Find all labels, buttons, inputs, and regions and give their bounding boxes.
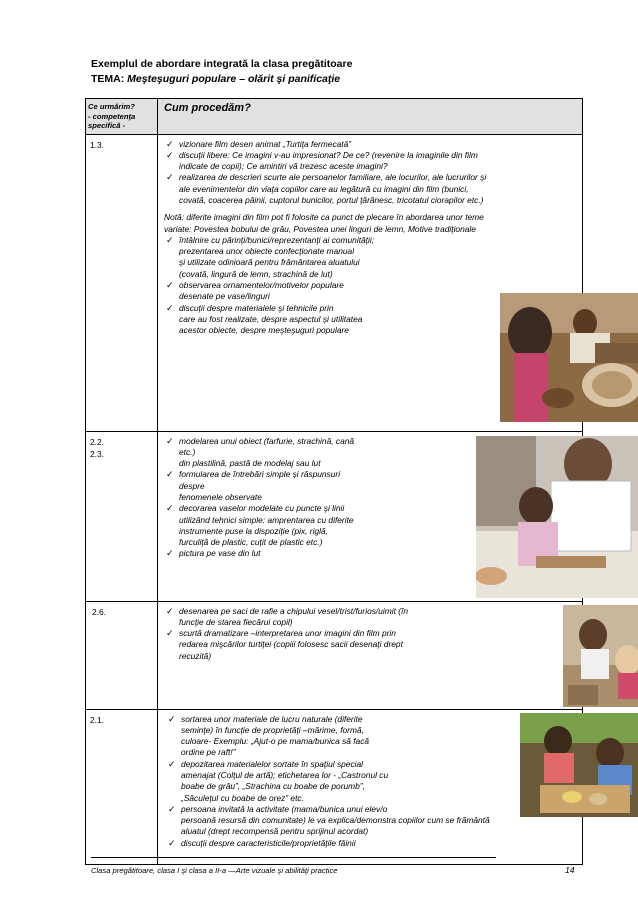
check-icon: ✓ <box>168 837 176 848</box>
competence-code: 2.6. <box>92 606 106 617</box>
procedure-cell <box>158 134 583 431</box>
table-row <box>86 601 583 709</box>
check-icon: ✓ <box>166 503 174 514</box>
table-row <box>86 431 583 601</box>
table-row <box>86 134 583 431</box>
list-item: ✓ sortarea unor materiale de lucru naturale (diferite seminţe) în funcţie de proprietăţi –mărime, formă, culoare- Exemplu: „Ajut-o pe mama/bunica să facă ordine pe raft!” <box>168 713 370 758</box>
list-item: ✓ discuţii despre caracteristicile/proprietăţile făinii <box>168 837 356 848</box>
check-icon: ✓ <box>168 758 176 769</box>
check-icon: ✓ <box>166 280 174 291</box>
photo-drama-sacks <box>563 605 638 707</box>
theme-name: Meşteşuguri populare – olărit şi panificaţie <box>127 73 341 85</box>
list-item: ✓ depozitarea materialelor sortate în spaţiul special amenajat (Colţul de artă); etichetarea lor - „Castronul cu boabe de grâu”, „Strachina cu boabe de porumb”, „Săculeţul cu boabe de orez” etc. <box>168 758 389 803</box>
table-row <box>86 709 583 864</box>
header-competence-line: Ce urmărim? <box>88 102 135 111</box>
note-paragraph: Notă: diferite imagini din film pot fi folosite ca punct de plecare în abordarea unor teme variate: Povestea bobului de grâu, Povestea unei linguri de lemn, Motive tradiţionale <box>164 212 484 234</box>
check-icon: ✓ <box>166 628 174 639</box>
check-icon: ✓ <box>166 605 174 616</box>
check-icon: ✓ <box>166 469 174 480</box>
header-competence-cell <box>86 99 158 135</box>
competence-code-cell <box>86 601 158 709</box>
procedure-cell <box>158 601 583 709</box>
list-item: ✓ desenarea pe saci de rafie a chipului vesel/trist/furios/uimit (în funcţie de starea fiecărui copil) <box>166 605 409 627</box>
check-icon: ✓ <box>166 149 174 160</box>
title-line-1: Exemplul de abordare integrată la clasa pregătitoare <box>91 58 353 70</box>
list-item: ✓ întâlnire cu părinţi/bunici/reprezentanţi ai comunităţii; prezentarea unor obiecte confecţionate manual şi utilizate odinioară pentru frământarea aluatului (covată, lingură de lemn, strachină de lut) <box>166 234 375 279</box>
competence-code-cell <box>86 431 158 601</box>
list-item: ✓ formularea de întrebări simple şi răspunsuri despre fenomenele observate <box>166 469 341 502</box>
checklist <box>164 606 454 662</box>
check-icon: ✓ <box>166 172 174 183</box>
competence-code: 2.2. <box>90 436 104 447</box>
header-competence-line: specifică - <box>88 121 126 130</box>
header-procedure-cell: Cum procedăm? <box>158 99 583 135</box>
competence-code-cell <box>86 134 158 431</box>
document-title <box>91 57 352 87</box>
list-item: ✓ discuţii despre materialele şi tehnicile prin care au fost realizate, despre aspectul şi utilitatea acestor obiecte, despre meşteşuguri populare <box>166 302 363 336</box>
list-item: ✓ vizionare film desen animat „Turtiţa fermecată” <box>166 138 352 149</box>
activity-table <box>85 98 583 865</box>
check-icon: ✓ <box>166 435 174 446</box>
photo-pottery-objects <box>500 293 638 422</box>
check-icon: ✓ <box>166 234 174 245</box>
table-header-row <box>86 99 583 135</box>
theme-prefix: TEMA: <box>91 73 128 85</box>
list-item: ✓ persoana invitată la activitate (mama/bunica unui elev/o persoană resursă din comunitate) le va explica/demonstra copiilor cum se frământă aluatul (drept recompensă pentru sprijinul acordat) <box>168 803 490 837</box>
checklist <box>164 139 578 207</box>
list-item: ✓ scurtă dramatizare –interpretarea unor imagini din film prin redarea mişcărilor turtiţei (copiii folosesc sacii desenaţi drept recuzită) <box>166 628 403 661</box>
competence-code: 1.3. <box>90 139 104 150</box>
footer-text: Clasa pregătitoare, clasa I şi clasa a II-a —Arte vizuale şi abilităţi practice <box>91 866 338 875</box>
list-item: ✓ pictura pe vase din lut <box>166 548 261 559</box>
page-number: 14 <box>565 865 575 875</box>
procedure-cell <box>158 709 583 864</box>
competence-code-cell <box>86 709 158 864</box>
checklist <box>166 714 578 850</box>
header-competence-line: - competenţa <box>88 111 136 121</box>
check-icon: ✓ <box>166 138 174 149</box>
list-item: ✓ modelarea unui obiect (farfurie, strachină, cană etc.) din plastilină, pastă de modelaj sau lut <box>166 435 355 469</box>
list-item: ✓ decorarea vaselor modelate cu puncte şi linii utilizând tehnici simple: amprentarea cu diferite instrumente puse la dispoziţie (pix, riglă, furculiţă de plastic, cuţit de plastic etc.) <box>166 503 354 548</box>
procedure-cell <box>158 431 583 601</box>
check-icon: ✓ <box>168 713 176 724</box>
list-item: ✓ observarea ornamentelor/motivelor populare desenate pe vase/linguri <box>166 280 344 302</box>
list-item: ✓ realizarea de descrieri scurte ale persoanelor familiare, ale locurilor, ale lucrurilor şi ale evenimentelor din viaţa copiilor care au legătură cu imagini din film (bunici, covată, coacerea pâinii, cuptorul bunicilor, portul ţărănesc, tricotatul ciorapilor etc.) <box>166 172 487 205</box>
check-icon: ✓ <box>166 302 174 313</box>
photo-clay-modelling <box>476 436 638 598</box>
title-line-2 <box>91 72 352 87</box>
photo-sorting-seeds <box>520 713 638 817</box>
list-item: ✓ discuţii libere: Ce imagini v-au impresionat? De ce? (revenire la imaginile din film indicate de copii); Ce amintiri vă trezesc aceste imagini? <box>166 149 478 172</box>
competence-code: 2.1. <box>90 714 104 725</box>
footer-divider <box>91 857 496 858</box>
check-icon: ✓ <box>168 803 176 814</box>
check-icon: ✓ <box>166 548 174 559</box>
competence-code: 2.3. <box>90 448 104 459</box>
